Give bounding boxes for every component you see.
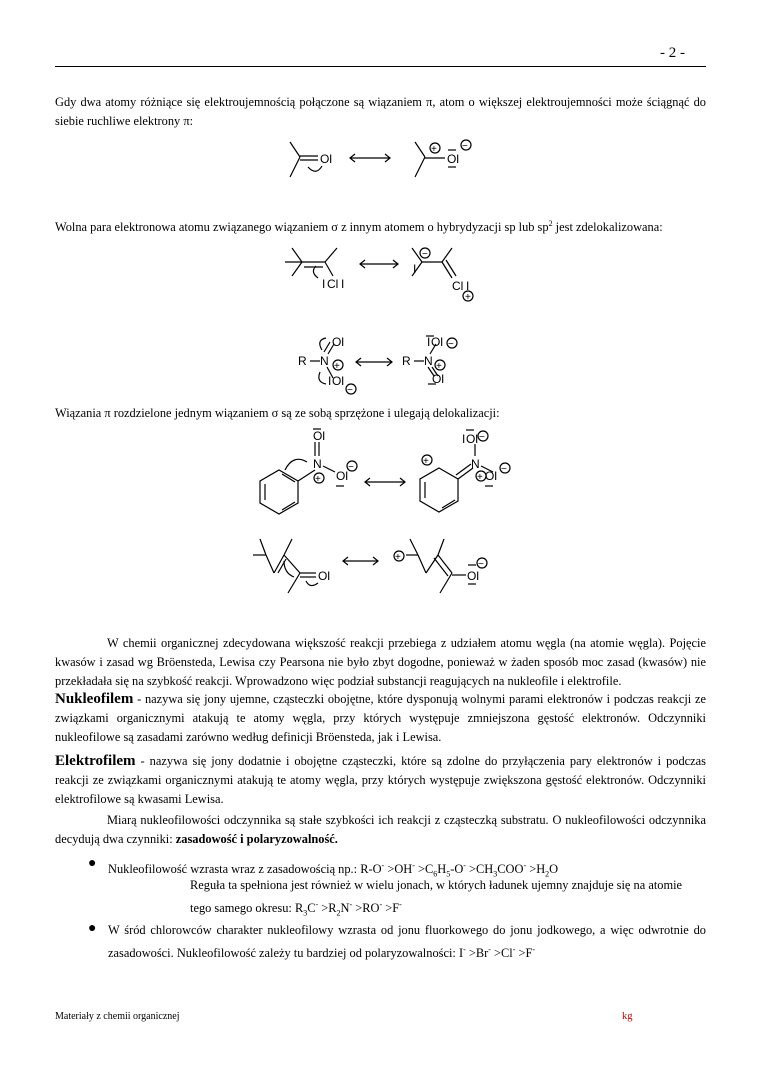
oxygen-label: O — [447, 152, 457, 166]
bond — [324, 342, 330, 352]
chlorine-label: Cl — [327, 277, 339, 291]
lone-pair-bar: I — [440, 335, 444, 349]
oxygen-label: O — [332, 374, 342, 388]
r-group-label: R — [298, 354, 307, 368]
lone-pair-bar: I — [341, 374, 345, 388]
lone-pair-bar: I — [322, 429, 326, 443]
plus-sign: + — [315, 474, 321, 485]
bond — [418, 555, 426, 573]
vinyl-chloride-resonance-figure — [280, 240, 490, 305]
bond — [446, 260, 456, 276]
paragraph-lone-pair: Wolna para elektronowa atomu związanego wiązaniem σ z innym atomem o hybrydyzacji sp lub $sp^2$ jest zdelokalizowana: — [55, 219, 663, 235]
bond — [434, 558, 448, 576]
lone-pair-bar: I — [476, 569, 480, 583]
r-group-label: R — [402, 354, 411, 368]
lone-pair-bar: I — [327, 569, 331, 583]
page-number: - 2 - — [660, 45, 685, 61]
nucleophile-definition: Nukleofilem - nazywa się jony ujemne, cząsteczki obojętne, które dysponują wolnymi parami elektronów i podczas reakcji ze związkami organicznymi atakują te atomy węgla, przy których występuje zmniejszona gęstość elektronów. Odczynniki nukleofilowe są zasadami zarówno według definicji Bröensteda, jak i Lewisa. — [55, 691, 706, 744]
plus-sign: + — [436, 361, 442, 372]
bond — [415, 142, 425, 157]
bullet-halogens: W śród chlorowców charakter nukleofilowy wzrasta od jonu fluorkowego do jonu jodkowego, a więc odwrotnie do zasadowości. Nukleofilowość zależy tu bardziej od polaryzowalności: I- >Br- >Cl- >F- — [108, 923, 706, 961]
electrophile-term: Elektrofilem — [55, 753, 136, 769]
bond — [266, 555, 274, 573]
cyclohexadiene-ring — [420, 468, 458, 512]
bond — [426, 555, 438, 573]
bond — [298, 470, 315, 481]
minus-sign: − — [478, 559, 484, 570]
plus-sign: + — [465, 292, 471, 303]
bond — [442, 248, 452, 262]
oxygen-label: O — [432, 372, 442, 386]
nitrogen-label: N — [471, 457, 480, 471]
bond — [410, 539, 418, 555]
oxygen-label: O — [332, 335, 342, 349]
bond — [415, 157, 425, 177]
curved-arrow — [284, 561, 294, 577]
footer-initials: kg — [622, 1011, 633, 1022]
curved-arrow — [285, 459, 307, 470]
bond — [323, 466, 335, 472]
bullet-basicity-note-line2: tego samego okresu: $R_3C^- >R_2N^- >RO^- >F^-$ — [190, 900, 402, 918]
bond — [325, 262, 333, 276]
bullet-basicity-note-line1: Reguła ta spełniona jest również w wielu jonach, w których ładunek ujemny znajduje się na atomie — [190, 878, 683, 892]
oxygen-label: O — [467, 569, 477, 583]
bond — [292, 248, 302, 262]
bond — [290, 142, 300, 157]
bond — [260, 539, 266, 555]
paragraph-conjugation: Wiązania π rozdzielone jednym wiązaniem σ są ze sobą sprzężone i ulegają delokalizacji: — [55, 406, 500, 420]
lone-pair-bar: I — [328, 374, 332, 388]
bond — [284, 539, 292, 555]
header-rule — [55, 66, 706, 67]
curved-arrow — [320, 338, 326, 350]
lone-pair-bar: I — [441, 372, 445, 386]
lone-pair-bar: I — [413, 262, 417, 276]
plus-sign: + — [395, 552, 401, 563]
nitrogen-label: N — [320, 354, 329, 368]
curved-arrow — [306, 581, 318, 586]
plus-sign: + — [423, 456, 429, 467]
lone-pair-bar: I — [322, 277, 326, 291]
bond — [290, 157, 300, 177]
bond — [292, 262, 302, 276]
paragraph-nucleophilicity-factors: Miarą nukleofilowości odczynnika są stałe szybkości ich reakcji z cząsteczką substratu. O nukleofilowości odczynnika decydują dwa czynniki: zasadowość i polaryzowalność. — [55, 813, 706, 846]
lone-pair-bar: I — [462, 432, 466, 446]
bullet-point: ● — [88, 856, 97, 871]
oxygen-label: O — [431, 335, 441, 349]
lone-pair-bar: I — [466, 279, 470, 293]
nitro-resonance-figure — [298, 334, 498, 396]
oxygen-label: O — [466, 432, 476, 446]
carbonyl-resonance-figure — [280, 132, 480, 192]
bond — [438, 539, 444, 555]
oxygen-label: O — [318, 569, 328, 583]
bond — [456, 464, 471, 475]
bullet-point: ● — [88, 921, 97, 936]
bond — [440, 573, 452, 593]
plus-sign: + — [477, 472, 483, 483]
nitrogen-label: N — [424, 354, 433, 368]
lone-pair-bar: I — [345, 469, 349, 483]
minus-sign: − — [347, 385, 353, 396]
paragraph-intro-nucleophiles: W chemii organicznej zdecydowana większość reakcji przebiega z udziałem atomu węgla (na atomie węgla). Pojęcie kwasów i zasad wg Bröensteda, Lewisa czy Pearsona nie było zbyt dogodne, ponieważ w żaden sposób moc zasad (kwasów) nie przekładała się na szybkość reakcji. Wprowadzono więc podział substancji reagujących na nukleofile i elektrofile. — [55, 636, 706, 688]
minus-sign: − — [501, 464, 507, 475]
oxygen-label: O — [320, 152, 330, 166]
bond — [288, 573, 300, 593]
bond — [325, 248, 337, 262]
plus-sign: + — [431, 144, 437, 155]
benzene-ring — [260, 470, 298, 514]
electrophile-definition: Elektrofilem - nazywa się jony dodatnie i obojętne cząsteczki, które są zdolne do przyłączenia pary elektronów i podczas reakcji ze związkami organicznymi atakują te atomy węgla, przy których występuje zwiększona gęstość elektronów. Odczynniki elektrofilowe są kwasami Lewisa. — [55, 753, 706, 806]
minus-sign: − — [479, 432, 485, 443]
bond — [438, 555, 452, 573]
lone-pair-bar: I — [341, 277, 345, 291]
lone-pair-bar: I — [456, 152, 460, 166]
footer-title: Materiały z chemii organicznej — [55, 1011, 180, 1022]
minus-sign: − — [462, 141, 468, 152]
curved-arrow — [313, 266, 318, 278]
nucleophile-term: Nukleofilem — [55, 691, 134, 707]
paragraph-pi-polarization: Gdy dwa atomy różniące się elektroujemnością połączone są wiązaniem π, atom o większej elektroujemności może ściągnąć do siebie ruchliwe elektrony π: — [55, 95, 706, 128]
oxygen-label: O — [485, 469, 495, 483]
lone-pair-bar: I — [494, 469, 498, 483]
minus-sign: − — [348, 462, 354, 473]
oxygen-label: O — [313, 429, 323, 443]
nitrobenzene-resonance-figure — [255, 430, 525, 515]
chlorine-label: Cl — [452, 279, 464, 293]
nitrogen-label: N — [313, 457, 322, 471]
lone-pair-bar: I — [329, 152, 333, 166]
curved-arrow — [319, 372, 326, 384]
lone-pair-bar: I — [427, 335, 431, 349]
oxygen-label: O — [336, 469, 346, 483]
minus-sign: − — [422, 249, 428, 260]
minus-sign: − — [448, 339, 454, 350]
bullet-basicity: Nukleofilowość wzrasta wraz z zasadowością np.: $R-O^- >OH^- >C_6H_5-O^- >CH_3COO^- >H_2O$ — [108, 861, 559, 879]
enone-resonance-figure — [248, 533, 498, 611]
curved-arrow — [308, 166, 322, 171]
plus-sign: + — [334, 361, 340, 372]
bond — [442, 262, 452, 278]
lone-pair-bar: I — [341, 335, 345, 349]
lone-pair-bar: I — [475, 432, 479, 446]
